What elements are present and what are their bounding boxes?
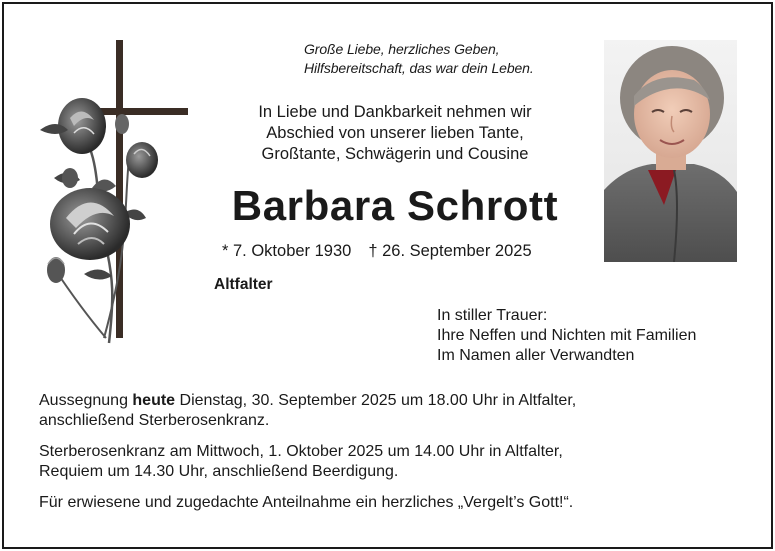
rosary-line-2: Requiem um 14.30 Uhr, anschließend Beerdigung. bbox=[39, 463, 399, 480]
service-details bbox=[39, 391, 759, 524]
verse-line-1: Große Liebe, herzliches Geben, bbox=[304, 41, 500, 57]
mourners-line-3: Im Namen aller Verwandten bbox=[437, 347, 635, 364]
memorial-verse bbox=[304, 40, 604, 78]
blessing-line-2: anschließend Sterberosenkranz. bbox=[39, 412, 270, 429]
portrait-photo bbox=[604, 40, 737, 262]
intro-line-3: Großtante, Schwägerin und Cousine bbox=[261, 145, 529, 163]
birth-date: * 7. Oktober 1930 bbox=[222, 242, 352, 260]
intro-line-1: In Liebe und Dankbarkeit nehmen wir bbox=[258, 103, 532, 121]
thanks-paragraph: Für erwiesene und zugedachte Anteilnahme ein herzliches „Vergelt’s Gott!“. bbox=[39, 494, 574, 511]
blessing-paragraph bbox=[39, 391, 759, 431]
cross-with-roses-icon bbox=[34, 38, 194, 348]
intro-line-2: Abschied von unserer lieben Tante, bbox=[266, 124, 524, 142]
mourners-block bbox=[437, 306, 757, 366]
deceased-name: Barbara Schrott bbox=[231, 182, 559, 229]
rosary-line-1: Sterberosenkranz am Mittwoch, 1. Oktober 2025 um 14.00 Uhr in Altfalter, bbox=[39, 443, 563, 460]
blessing-rest: Dienstag, 30. September 2025 um 18.00 Uhr in Altfalter, bbox=[175, 392, 577, 409]
hometown: Altfalter bbox=[214, 276, 273, 293]
blessing-prefix: Aussegnung bbox=[39, 392, 133, 409]
mourners-line-1: In stiller Trauer: bbox=[437, 307, 548, 324]
death-date: † 26. September 2025 bbox=[368, 242, 532, 260]
verse-line-2: Hilfsbereitschaft, das war dein Leben. bbox=[304, 60, 534, 76]
announcement-intro bbox=[205, 102, 585, 165]
rosary-paragraph bbox=[39, 442, 759, 482]
life-dates bbox=[222, 242, 582, 261]
blessing-today: heute bbox=[132, 392, 176, 409]
mourners-line-2: Ihre Neffen und Nichten mit Familien bbox=[437, 327, 697, 344]
